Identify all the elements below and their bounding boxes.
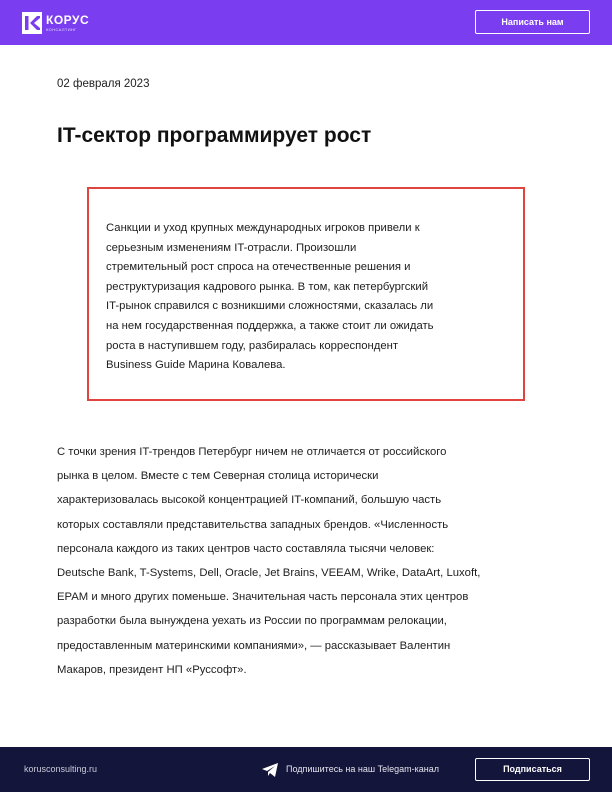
telegram-subscribe-link[interactable]: Подпишитесь на наш Telegam-канал [286,764,439,774]
lead-line: Business Guide Марина Ковалева. [106,359,286,372]
lead-line: роста в наступившем году, разбиралась корреспондент [106,339,399,352]
article-date: 02 февраля 2023 [57,78,150,90]
body-line: которых составляли представительства западных брендов. «Численность [57,518,449,531]
body-line: EPAM и много других поменьше. Значительная часть персонала этих центров [57,591,469,604]
lead-line: IT-рынок справился с возникшими сложностями, сказалась ли [106,300,434,313]
body-line: С точки зрения IT-трендов Петербург ничем не отличается от российского [57,446,447,458]
logo-subtitle: КОНСАЛТИНГ [46,27,77,32]
body-line: персонала каждого из таких центров часто составляла тысячи человек: [57,542,435,555]
lead-line: реструктуризация кадрового рынка. В том, как петербургский [106,280,428,293]
subscribe-button[interactable]: Подписаться [475,758,590,781]
korus-logo-icon [22,12,42,34]
body-line: разработки была вынуждена уехать из России по программам релокации, [57,615,447,628]
footer-site-link[interactable]: korusconsulting.ru [24,764,98,774]
body-line: характеризовалась высокой концентрацией IT-компаний, большую часть [57,494,442,507]
lead-line: Санкции и уход крупных международных игроков привели к [106,222,420,234]
site-header [0,0,612,45]
lead-line: стремительный рост спроса на отечественные решения и [106,261,411,274]
site-footer [0,747,612,792]
body-line: предоставленным материнскими компаниями», — рассказывает Валентин [57,639,451,652]
body-line: Deutsche Bank, T-Systems, Dell, Oracle, Jet Brains, VEEAM, Wrike, DataArt, Luxoft, [57,567,481,580]
telegram-icon[interactable] [262,763,278,777]
lead-paragraph [106,219,504,376]
write-us-button[interactable]: Написать нам [475,10,590,34]
logo-name: КОРУС [46,13,90,27]
body-line: Макаров, президент НП «Руссофт». [57,663,247,676]
article-title: IT-сектор программирует рост [57,124,372,147]
lead-line: на нем государственная поддержка, а также стоит ли ожидать [106,319,434,332]
korus-logo[interactable] [22,11,89,35]
article-body-paragraph [57,440,557,682]
body-line: рынка в целом. Вместе с тем Северная столица исторически [57,470,379,483]
lead-highlight-box [87,187,525,401]
lead-line: серьезным изменениям IT-отрасли. Произошли [106,241,357,254]
